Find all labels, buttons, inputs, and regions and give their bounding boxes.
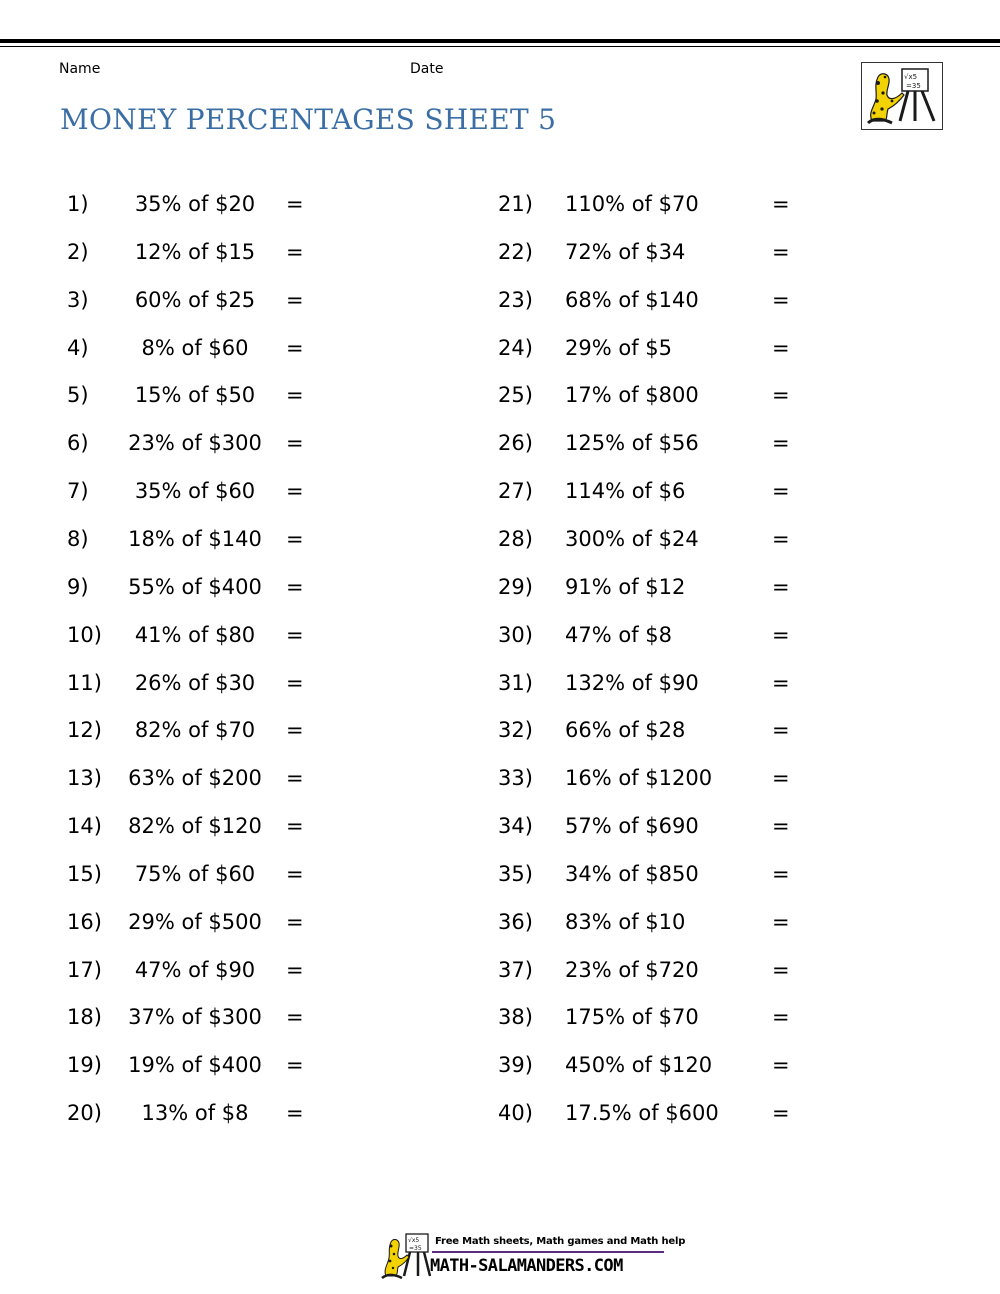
problem-row bbox=[67, 572, 327, 602]
problem-number: 25) bbox=[498, 383, 533, 408]
problem-expression: 18% of $140 bbox=[128, 526, 262, 551]
equals-sign: = bbox=[286, 766, 304, 791]
logo-box bbox=[861, 62, 943, 130]
problem-expression: 110% of $70 bbox=[565, 192, 699, 216]
problem-row bbox=[67, 620, 327, 650]
problem-number: 20) bbox=[67, 1101, 102, 1126]
problem-expression: 91% of $12 bbox=[565, 574, 686, 599]
problem-number: 32) bbox=[498, 718, 533, 743]
equals-sign: = bbox=[286, 287, 304, 312]
equals-sign: = bbox=[772, 287, 790, 312]
equals-sign: = bbox=[772, 383, 790, 408]
problem-row bbox=[498, 1002, 818, 1032]
problem-number: 8) bbox=[67, 526, 89, 551]
problem-number: 2) bbox=[67, 239, 89, 264]
problem-expression: 82% of $120 bbox=[128, 814, 262, 839]
problem-row bbox=[498, 1050, 818, 1080]
footer-board-line-2: =35 bbox=[409, 1245, 422, 1252]
problem-expression: 23% of $720 bbox=[565, 957, 699, 982]
problem-expression: 72% of $34 bbox=[565, 239, 686, 264]
page-title: MONEY PERCENTAGES SHEET 5 bbox=[60, 103, 557, 136]
footer-tagline: Free Math sheets, Math games and Math help bbox=[435, 1236, 686, 1247]
date-label: Date bbox=[410, 61, 444, 77]
equals-sign: = bbox=[286, 239, 304, 264]
problem-expression: 68% of $140 bbox=[565, 287, 699, 312]
equals-sign: = bbox=[772, 526, 790, 551]
equals-sign: = bbox=[286, 1005, 304, 1030]
equals-sign: = bbox=[772, 479, 790, 504]
equals-sign: = bbox=[772, 670, 790, 695]
problem-expression: 47% of $8 bbox=[565, 622, 672, 647]
problem-expression: 175% of $70 bbox=[565, 1005, 699, 1030]
problem-expression: 57% of $690 bbox=[565, 814, 699, 839]
problem-expression: 132% of $90 bbox=[565, 670, 699, 695]
equals-sign: = bbox=[286, 957, 304, 982]
problem-number: 9) bbox=[67, 574, 89, 599]
equals-sign: = bbox=[772, 814, 790, 839]
problem-row bbox=[67, 189, 327, 219]
problem-expression: 8% of $60 bbox=[141, 335, 249, 360]
problem-number: 15) bbox=[67, 861, 102, 886]
problem-number: 6) bbox=[67, 431, 89, 456]
problem-expression: 63% of $200 bbox=[128, 766, 262, 791]
problem-number: 3) bbox=[67, 287, 89, 312]
problem-number: 5) bbox=[67, 383, 89, 408]
problem-expression: 60% of $25 bbox=[134, 287, 256, 312]
problem-number: 36) bbox=[498, 909, 533, 934]
equals-sign: = bbox=[286, 574, 304, 599]
problem-expression: 17% of $800 bbox=[565, 383, 699, 408]
problem-row bbox=[67, 285, 327, 315]
problem-number: 21) bbox=[498, 192, 533, 216]
equals-sign: = bbox=[772, 431, 790, 456]
problem-row bbox=[498, 380, 818, 410]
problem-expression: 13% of $8 bbox=[141, 1101, 249, 1126]
equals-sign: = bbox=[286, 670, 304, 695]
equals-sign: = bbox=[286, 335, 304, 360]
problem-number: 38) bbox=[498, 1005, 533, 1030]
equals-sign: = bbox=[772, 861, 790, 886]
equals-sign: = bbox=[286, 479, 304, 504]
problem-number: 26) bbox=[498, 431, 533, 456]
footer-board-line-1: √x5 bbox=[408, 1237, 420, 1244]
problem-expression: 26% of $30 bbox=[134, 670, 256, 695]
problem-number: 17) bbox=[67, 957, 102, 982]
problem-number: 28) bbox=[498, 526, 533, 551]
problem-number: 31) bbox=[498, 670, 533, 695]
problem-expression: 41% of $80 bbox=[134, 622, 256, 647]
equals-sign: = bbox=[772, 622, 790, 647]
problem-expression: 35% of $20 bbox=[134, 192, 256, 216]
equals-sign: = bbox=[286, 622, 304, 647]
equals-sign: = bbox=[286, 861, 304, 886]
problem-number: 30) bbox=[498, 622, 533, 647]
problem-number: 11) bbox=[67, 670, 102, 695]
problem-expression: 12% of $15 bbox=[134, 239, 256, 264]
problem-row bbox=[67, 237, 327, 267]
equals-sign: = bbox=[286, 383, 304, 408]
problem-expression: 55% of $400 bbox=[128, 574, 262, 599]
problem-row bbox=[498, 428, 818, 458]
equals-sign: = bbox=[772, 192, 790, 216]
problem-row bbox=[498, 859, 818, 889]
problem-number: 22) bbox=[498, 239, 533, 264]
header-rule-thin bbox=[0, 46, 1000, 47]
problem-expression: 75% of $60 bbox=[134, 861, 256, 886]
problem-number: 29) bbox=[498, 574, 533, 599]
equals-sign: = bbox=[772, 766, 790, 791]
problem-row bbox=[498, 715, 818, 745]
equals-sign: = bbox=[286, 718, 304, 743]
problem-expression: 66% of $28 bbox=[565, 718, 686, 743]
problem-number: 18) bbox=[67, 1005, 102, 1030]
name-label: Name bbox=[59, 61, 101, 77]
equals-sign: = bbox=[286, 192, 304, 216]
problem-row bbox=[498, 907, 818, 937]
problem-expression: 16% of $1200 bbox=[565, 766, 713, 791]
problem-number: 16) bbox=[67, 909, 102, 934]
footer-rule bbox=[432, 1251, 664, 1253]
header-rule-thick bbox=[0, 39, 1000, 43]
problem-row bbox=[498, 811, 818, 841]
problem-row bbox=[498, 476, 818, 506]
problem-number: 37) bbox=[498, 957, 533, 982]
footer-logo bbox=[380, 1232, 686, 1282]
problem-number: 39) bbox=[498, 1053, 533, 1078]
problem-row bbox=[498, 668, 818, 698]
problem-row bbox=[67, 524, 327, 554]
problem-number: 4) bbox=[67, 335, 89, 360]
problem-expression: 29% of $5 bbox=[565, 335, 672, 360]
equals-sign: = bbox=[772, 957, 790, 982]
problem-row bbox=[498, 524, 818, 554]
equals-sign: = bbox=[772, 239, 790, 264]
problem-expression: 17.5% of $600 bbox=[565, 1101, 719, 1126]
problem-expression: 34% of $850 bbox=[565, 861, 699, 886]
equals-sign: = bbox=[772, 1005, 790, 1030]
problem-number: 19) bbox=[67, 1053, 102, 1078]
equals-sign: = bbox=[286, 814, 304, 839]
equals-sign: = bbox=[286, 526, 304, 551]
problem-number: 24) bbox=[498, 335, 533, 360]
problem-number: 23) bbox=[498, 287, 533, 312]
equals-sign: = bbox=[772, 1101, 790, 1126]
problem-row bbox=[67, 1050, 327, 1080]
problem-expression: 35% of $60 bbox=[134, 479, 256, 504]
problem-row bbox=[498, 572, 818, 602]
problem-number: 14) bbox=[67, 814, 102, 839]
problem-expression: 23% of $300 bbox=[128, 431, 262, 456]
problem-row bbox=[498, 237, 818, 267]
problem-row bbox=[67, 715, 327, 745]
problem-row bbox=[498, 1098, 818, 1128]
problem-row bbox=[498, 620, 818, 650]
equals-sign: = bbox=[772, 574, 790, 599]
problem-row bbox=[67, 859, 327, 889]
problem-row bbox=[498, 333, 818, 363]
problem-expression: 19% of $400 bbox=[128, 1053, 262, 1078]
problem-number: 33) bbox=[498, 766, 533, 791]
problem-row bbox=[67, 380, 327, 410]
problem-row bbox=[67, 811, 327, 841]
problem-row bbox=[67, 1098, 327, 1128]
problem-expression: 114% of $6 bbox=[565, 479, 686, 504]
problem-expression: 29% of $500 bbox=[128, 909, 262, 934]
problem-row bbox=[67, 1002, 327, 1032]
equals-sign: = bbox=[286, 1101, 304, 1126]
problem-row bbox=[67, 668, 327, 698]
problem-number: 35) bbox=[498, 861, 533, 886]
problem-number: 12) bbox=[67, 718, 102, 743]
problem-row bbox=[498, 763, 818, 793]
problem-row bbox=[67, 907, 327, 937]
equals-sign: = bbox=[772, 909, 790, 934]
salamander-logo-icon bbox=[862, 63, 942, 129]
problem-expression: 37% of $300 bbox=[128, 1005, 262, 1030]
problem-row bbox=[67, 333, 327, 363]
footer-salamander-icon bbox=[380, 1232, 432, 1280]
problem-expression: 300% of $24 bbox=[565, 526, 699, 551]
problem-row bbox=[67, 955, 327, 985]
equals-sign: = bbox=[286, 1053, 304, 1078]
problem-number: 7) bbox=[67, 479, 89, 504]
equals-sign: = bbox=[772, 718, 790, 743]
problem-row bbox=[498, 189, 818, 219]
logo-board-line-2: =35 bbox=[906, 82, 921, 90]
problem-expression: 82% of $70 bbox=[134, 718, 256, 743]
footer-brand: MATH-SALAMANDERS.COM bbox=[430, 1256, 623, 1276]
problem-expression: 15% of $50 bbox=[134, 383, 256, 408]
problem-expression: 125% of $56 bbox=[565, 431, 699, 456]
equals-sign: = bbox=[772, 1053, 790, 1078]
logo-board-line-1: √x5 bbox=[904, 73, 918, 81]
problem-row bbox=[67, 476, 327, 506]
problem-number: 27) bbox=[498, 479, 533, 504]
equals-sign: = bbox=[286, 431, 304, 456]
problem-row bbox=[67, 763, 327, 793]
problem-expression: 83% of $10 bbox=[565, 909, 686, 934]
problem-expression: 450% of $120 bbox=[565, 1053, 713, 1078]
problem-number: 34) bbox=[498, 814, 533, 839]
problem-number: 40) bbox=[498, 1101, 533, 1126]
problem-row bbox=[498, 285, 818, 315]
problem-number: 1) bbox=[67, 192, 89, 216]
problem-row bbox=[67, 428, 327, 458]
problem-number: 10) bbox=[67, 622, 102, 647]
problem-row bbox=[498, 955, 818, 985]
problem-expression: 47% of $90 bbox=[134, 957, 256, 982]
equals-sign: = bbox=[286, 909, 304, 934]
problem-number: 13) bbox=[67, 766, 102, 791]
equals-sign: = bbox=[772, 335, 790, 360]
